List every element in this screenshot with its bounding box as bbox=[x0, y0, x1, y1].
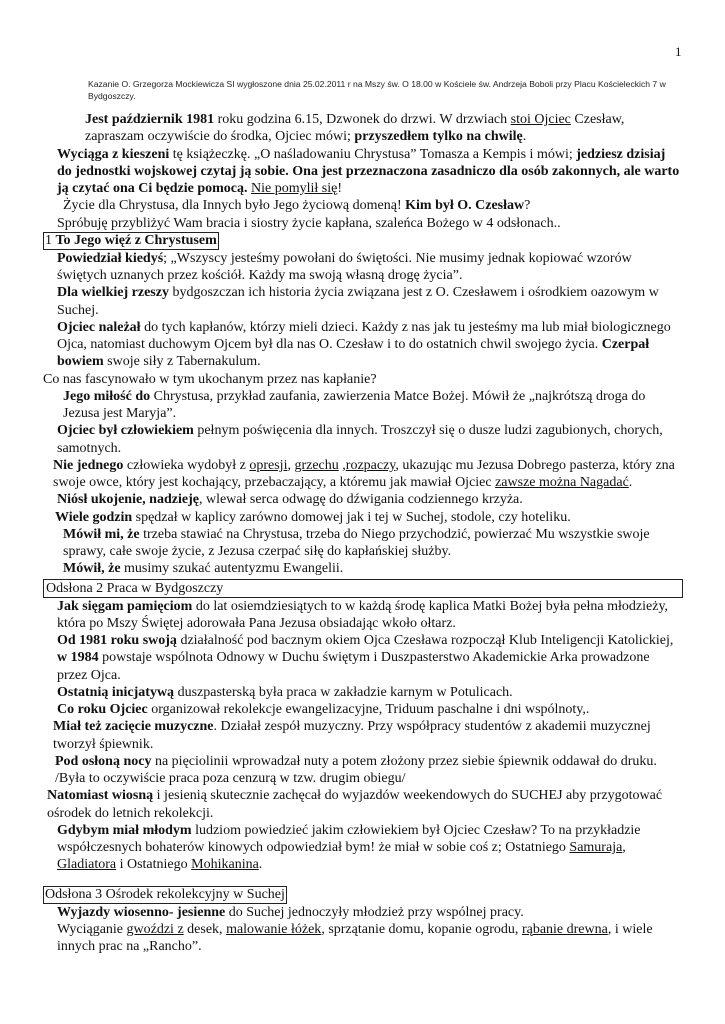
text: do Suchej jednoczyły młodzież przy wspólnej pracy. bbox=[225, 904, 524, 920]
text: , bbox=[287, 457, 295, 473]
paragraph-9 bbox=[43, 388, 683, 423]
text: , bbox=[622, 840, 626, 855]
paragraph-25 bbox=[43, 921, 683, 956]
document-body bbox=[43, 111, 683, 955]
text: powstaje wspólnota Odnowy w Duchu świętym i Duszpasterstwo Akademickie Arka prowadzone przez Ojca. bbox=[57, 650, 650, 683]
paragraph-21 bbox=[43, 753, 683, 788]
section-1-box bbox=[43, 232, 219, 250]
text: bydgoszczan ich historia życia związana jest z O. Czesławem i ośrodkiem oazowym w Suchej. bbox=[57, 285, 659, 318]
paragraph-22 bbox=[43, 787, 683, 822]
bold-text: Ostatnią inicjatywą bbox=[57, 684, 175, 700]
text: organizował rekolekcje ewangelizacyjne, Triduum paschalne i dni wspólnoty,. bbox=[147, 702, 590, 717]
paragraph-19 bbox=[43, 701, 683, 718]
bold-text: Ojciec należał bbox=[57, 319, 141, 335]
bold-text: jedziesz dzisiaj do jednostki wojskowej czytaj ją sobie. Ona jest przeznaczona zasadniczo dla osób zakonnych, ale warto ją czytać ona Ci będzie pomocą. bbox=[57, 146, 680, 196]
section-3-heading bbox=[43, 886, 683, 904]
bold-text: Miał też zacięcie muzyczne bbox=[53, 719, 214, 735]
paragraph-4: Spróbuję przybliżyć Wam bracia i siostry życie kapłana, szaleńca Bożego w 4 odsłonach.. bbox=[57, 215, 561, 231]
section-1-heading bbox=[43, 232, 683, 250]
text: tę książeczkę. „O naśladowaniu Chrystusa” Tomasza a Kempis i mówi; bbox=[169, 146, 577, 162]
underlined-text: Nie pomylił się bbox=[251, 181, 338, 196]
sermon-header: Kazanie O. Grzegorza Mockiewicza SI wygłoszone dnia 25.02.2011 r na Mszy św. O 18.00 w Kościele św. Andrzeja Boboli przy Placu Kościeleckich 7 w Bydgoszczy. bbox=[88, 79, 666, 101]
text: . bbox=[628, 475, 633, 490]
underlined-text: grzechu bbox=[294, 457, 339, 473]
underlined-text: Gladiatora bbox=[57, 857, 117, 873]
paragraph-20 bbox=[43, 718, 683, 753]
paragraph-7 bbox=[43, 319, 683, 371]
underlined-text: malowanie łóżek bbox=[226, 921, 322, 937]
text: desek, bbox=[183, 921, 227, 937]
text: spędzał w kaplicy zarówno domowej jak i tej w Suchej, stodole, czy hoteliku. bbox=[132, 509, 571, 525]
underlined-text: gwoździ z bbox=[126, 921, 184, 937]
text: , wlewał serca odwagę do dźwigania codziennego krzyża. bbox=[198, 492, 523, 508]
text: , i wiele innych prac na „Rancho”. bbox=[57, 921, 653, 954]
paragraph-14 bbox=[43, 526, 683, 561]
paragraph-11 bbox=[43, 457, 683, 492]
bold-text: Natomiast wiosną bbox=[47, 788, 154, 804]
bold-text: Dla wielkiej rzeszy bbox=[57, 285, 169, 301]
paragraph-12 bbox=[43, 491, 683, 508]
text: i Ostatniego bbox=[116, 857, 192, 873]
underlined-text: rąbanie drewna bbox=[521, 921, 608, 937]
text: człowieka wydobył z bbox=[123, 457, 250, 473]
text: roku godzina 6.15, Dzwonek do drzwi. W drzwiach bbox=[214, 112, 511, 127]
bold-text: Ojciec był człowiekiem bbox=[57, 423, 194, 439]
text: Chrystusa, przykład zaufania, zawierzenia Matce Bożej. Mówił że „najkrótszą droga do Jezusa jest Maryja”. bbox=[63, 388, 646, 421]
text: Czesław, zapraszam oczywiście do środka, Ojciec mówi; bbox=[85, 112, 625, 145]
paragraph-17 bbox=[43, 632, 683, 684]
text: . bbox=[522, 129, 527, 145]
section-3-box: Odsłona 3 Ośrodek rekolekcyjny w Suchej bbox=[45, 886, 285, 902]
bold-text: Mówił mi, że bbox=[63, 526, 140, 542]
paragraph-15 bbox=[43, 560, 683, 577]
paragraph-3 bbox=[43, 197, 683, 214]
bold-text: Jak sięgam pamięciom bbox=[57, 598, 193, 614]
text: do lat osiemdziesiątych to w każdą środę kaplica Matki Bożej była pełna młodzieży, która po Mszy Świętej adorowała Pana Jezusa obsiadając wkoło ołtarz. bbox=[57, 598, 669, 631]
bold-text: Wyjazdy wiosenno- jesienne bbox=[57, 904, 226, 920]
paragraph-8: Co nas fascynowało w tym ukochanym przez nas kapłanie? bbox=[43, 371, 377, 387]
paragraph-18 bbox=[43, 684, 683, 701]
section-title: To Jego więź z Chrystusem bbox=[55, 232, 217, 248]
underlined-text: stoi Ojciec bbox=[510, 112, 571, 127]
bold-text: Kim był O. Czesław bbox=[405, 198, 525, 214]
bold-text: Jest październik 1981 bbox=[85, 112, 215, 127]
text: do tych kapłanów, którzy mieli dzieci. Każdy z nas jak tu jesteśmy ma lub miał biologicznego Ojca, natomiast duchowym Ojcem był dla nas O. Czesław i to do ostatnich chwil swojego życia. bbox=[57, 319, 671, 352]
text: , bbox=[338, 457, 346, 473]
text: trzeba stawiać na Chrystusa, trzeba do Niego przychodzić, powierzać Mu wszystkie swoje sprawy, całe swoje życie, z Jezusa czerpać siłę do kapłańskiej służby. bbox=[63, 526, 650, 559]
paragraph-24 bbox=[43, 904, 683, 921]
paragraph-2 bbox=[43, 146, 683, 198]
bold-text: Czerpał bowiem bbox=[57, 337, 650, 370]
bold-text: Mówił, że bbox=[63, 561, 121, 577]
bold-text: Wiele godzin bbox=[55, 509, 133, 525]
bold-text: w 1984 bbox=[57, 650, 99, 666]
bold-text: Jego miłość do bbox=[63, 388, 151, 404]
text: . Działał zespół muzyczny. Przy współpracy studentów z akademii muzycznej tworzył śpiewnik. bbox=[53, 719, 651, 752]
text: swoje siły z Tabernakulum. bbox=[103, 354, 261, 370]
underlined-text: rozpaczy bbox=[345, 457, 396, 473]
bold-text: Niósł ukojenie, nadzieję bbox=[57, 492, 199, 508]
text: i jesienią skutecznie zachęcał do wyjazdów weekendowych do SUCHEJ aby przygotować ośrodek do letnich rekolekcji. bbox=[47, 788, 663, 821]
bold-text: przyszedłem tylko na chwilę bbox=[354, 129, 523, 145]
underlined-text: Samuraja bbox=[569, 840, 623, 855]
text: pełnym poświęcenia dla innych. Troszczył się o dusze ludzi zagubionych, chorych, samotnych. bbox=[57, 423, 663, 456]
paragraph-10 bbox=[43, 422, 683, 457]
text: Życie dla Chrystusa, dla Innych było Jego życiową domeną! bbox=[63, 198, 406, 214]
text: ? bbox=[524, 198, 531, 214]
text: , sprzątanie domu, kopanie ogrodu, bbox=[321, 921, 522, 937]
text: ludziom powiedzieć jakim człowiekiem był Ojciec Czesław? To na przykładzie współczesnych bohaterów kinowych odpowiedział bym! że miał w sobie coś z; Ostatniego bbox=[57, 822, 641, 855]
text: ; „Wszyscy jesteśmy powołani do świętości. Nie musimy jednak kopiować wzorów świętych uznanych przez kościół. Każdy ma swoją własną drogę życia”. bbox=[57, 250, 632, 283]
text: ! bbox=[337, 181, 343, 196]
text: , ukazując mu Jezusa Dobrego pasterza, który zna swoje owce, który jest kochający, przebaczający, a któremu jak mawiał Ojciec bbox=[53, 457, 675, 490]
bold-text: Powiedział kiedyś bbox=[57, 250, 164, 266]
bold-text: Wyciąga z kieszeni bbox=[57, 146, 170, 162]
paragraph-13 bbox=[43, 509, 683, 526]
paragraph-1 bbox=[43, 111, 683, 146]
bold-text: Nie jednego bbox=[53, 457, 124, 473]
bold-text: Co roku Ojciec bbox=[57, 702, 148, 717]
paragraph-6 bbox=[43, 284, 683, 319]
text: działalność pod bacznym okiem Ojca Czesława rozpoczął Klub Inteligencji Katolickiej, bbox=[176, 633, 674, 648]
paragraph-5 bbox=[43, 250, 683, 285]
text: musimy szukać autentyzmu Ewangelii. bbox=[120, 561, 344, 577]
text: duszpasterską była praca w zakładzie karnym w Potulicach. bbox=[174, 684, 513, 700]
underlined-text: opresji bbox=[249, 457, 288, 473]
bold-text: Pod osłoną nocy bbox=[55, 753, 152, 769]
text: . bbox=[258, 857, 263, 873]
text: Wyciąganie bbox=[57, 921, 127, 937]
underlined-text: Mohikanina bbox=[191, 857, 259, 873]
section-2-heading: Odsłona 2 Praca w Bydgoszczy bbox=[43, 579, 683, 598]
paragraph-16 bbox=[43, 598, 683, 633]
section-number: 1 bbox=[45, 232, 56, 248]
bold-text: Gdybym miał młodym bbox=[57, 822, 192, 838]
spacer bbox=[43, 874, 683, 886]
bold-text: Od 1981 roku swoją bbox=[57, 633, 177, 648]
underlined-text: zawsze można Nagadać bbox=[495, 475, 629, 490]
paragraph-23 bbox=[43, 822, 683, 874]
page-number: 1 bbox=[675, 44, 682, 59]
text: na pięciolinii wprowadzał nuty a potem złożony przez siebie śpiewnik oddawał do druku. /Była to oczywiście praca poza cenzurą w tzw. drugim obiegu/ bbox=[55, 753, 657, 786]
